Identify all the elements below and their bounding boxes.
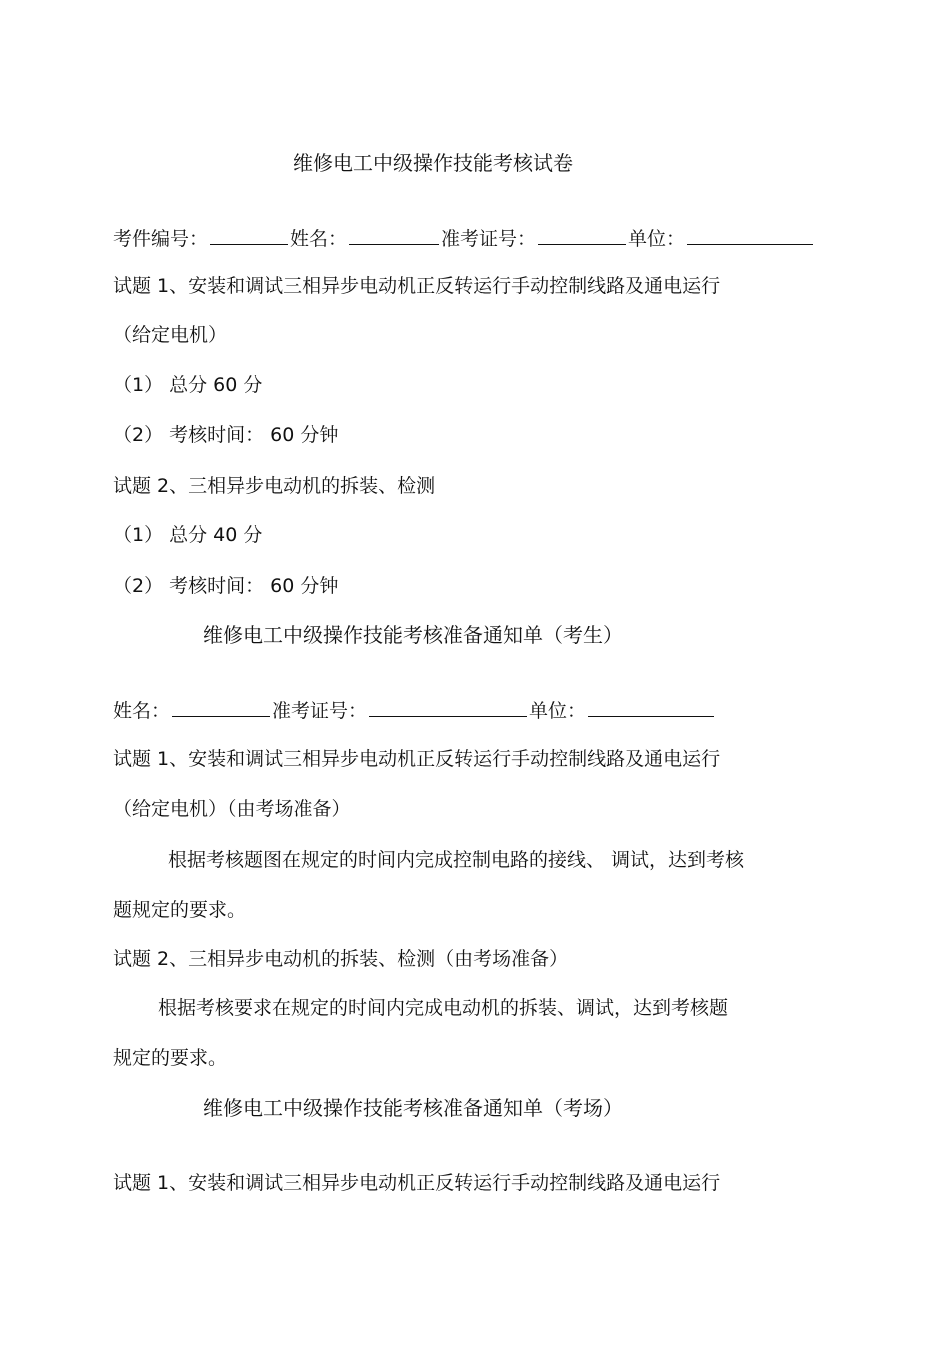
candidate-question-2-desc: 根据考核要求在规定的时间内完成电动机的拆装、调试，达到考核题 [158, 997, 729, 1019]
candidate-question-1: 试题 1、安装和调试三相异步电动机正反转运行手动控制线路及通电运行 [113, 748, 721, 770]
exam-question-1-score: （1） 总分 60 分 [113, 374, 263, 396]
exam-question-1-note: （给定电机） [113, 324, 228, 346]
cert-no-blank [369, 698, 527, 717]
candidate-info-row [113, 698, 716, 723]
unit-blank [687, 226, 813, 245]
unit-blank [588, 698, 714, 717]
name-label: 姓名： [290, 228, 348, 250]
name-blank [172, 698, 270, 717]
exam-question-2-time: （2） 考核时间： 60 分钟 [113, 575, 339, 597]
venue-notice-title: 维修电工中级操作技能考核准备通知单（考场） [203, 1096, 623, 1120]
name-label: 姓名： [113, 700, 171, 722]
part-no-label: 考件编号： [113, 228, 209, 250]
exam-title: 维修电工中级操作技能考核试卷 [293, 151, 573, 175]
exam-question-2-score: （1） 总分 40 分 [113, 524, 263, 546]
venue-question-1: 试题 1、安装和调试三相异步电动机正反转运行手动控制线路及通电运行 [113, 1172, 721, 1194]
candidate-question-1-desc-cont: 题规定的要求。 [113, 899, 247, 921]
exam-question-1-time: （2） 考核时间： 60 分钟 [113, 424, 339, 446]
cert-no-label: 准考证号： [441, 228, 537, 250]
exam-question-1: 试题 1、安装和调试三相异步电动机正反转运行手动控制线路及通电运行 [113, 275, 721, 297]
candidate-question-2-desc-cont: 规定的要求。 [113, 1047, 228, 1069]
exam-question-2: 试题 2、三相异步电动机的拆装、检测 [113, 475, 436, 497]
cert-no-label: 准考证号： [272, 700, 368, 722]
name-blank [349, 226, 439, 245]
part-no-blank [210, 226, 288, 245]
unit-label: 单位： [529, 700, 587, 722]
exam-info-row [113, 226, 815, 251]
candidate-question-1-note: （给定电机）（由考场准备） [113, 798, 351, 820]
candidate-question-1-desc: 根据考核题图在规定的时间内完成控制电路的接线、 调试，达到考核 [168, 849, 745, 871]
candidate-question-2: 试题 2、三相异步电动机的拆装、检测（由考场准备） [113, 948, 569, 970]
cert-no-blank [538, 226, 626, 245]
candidate-notice-title: 维修电工中级操作技能考核准备通知单（考生） [203, 623, 623, 647]
unit-label: 单位： [628, 228, 686, 250]
